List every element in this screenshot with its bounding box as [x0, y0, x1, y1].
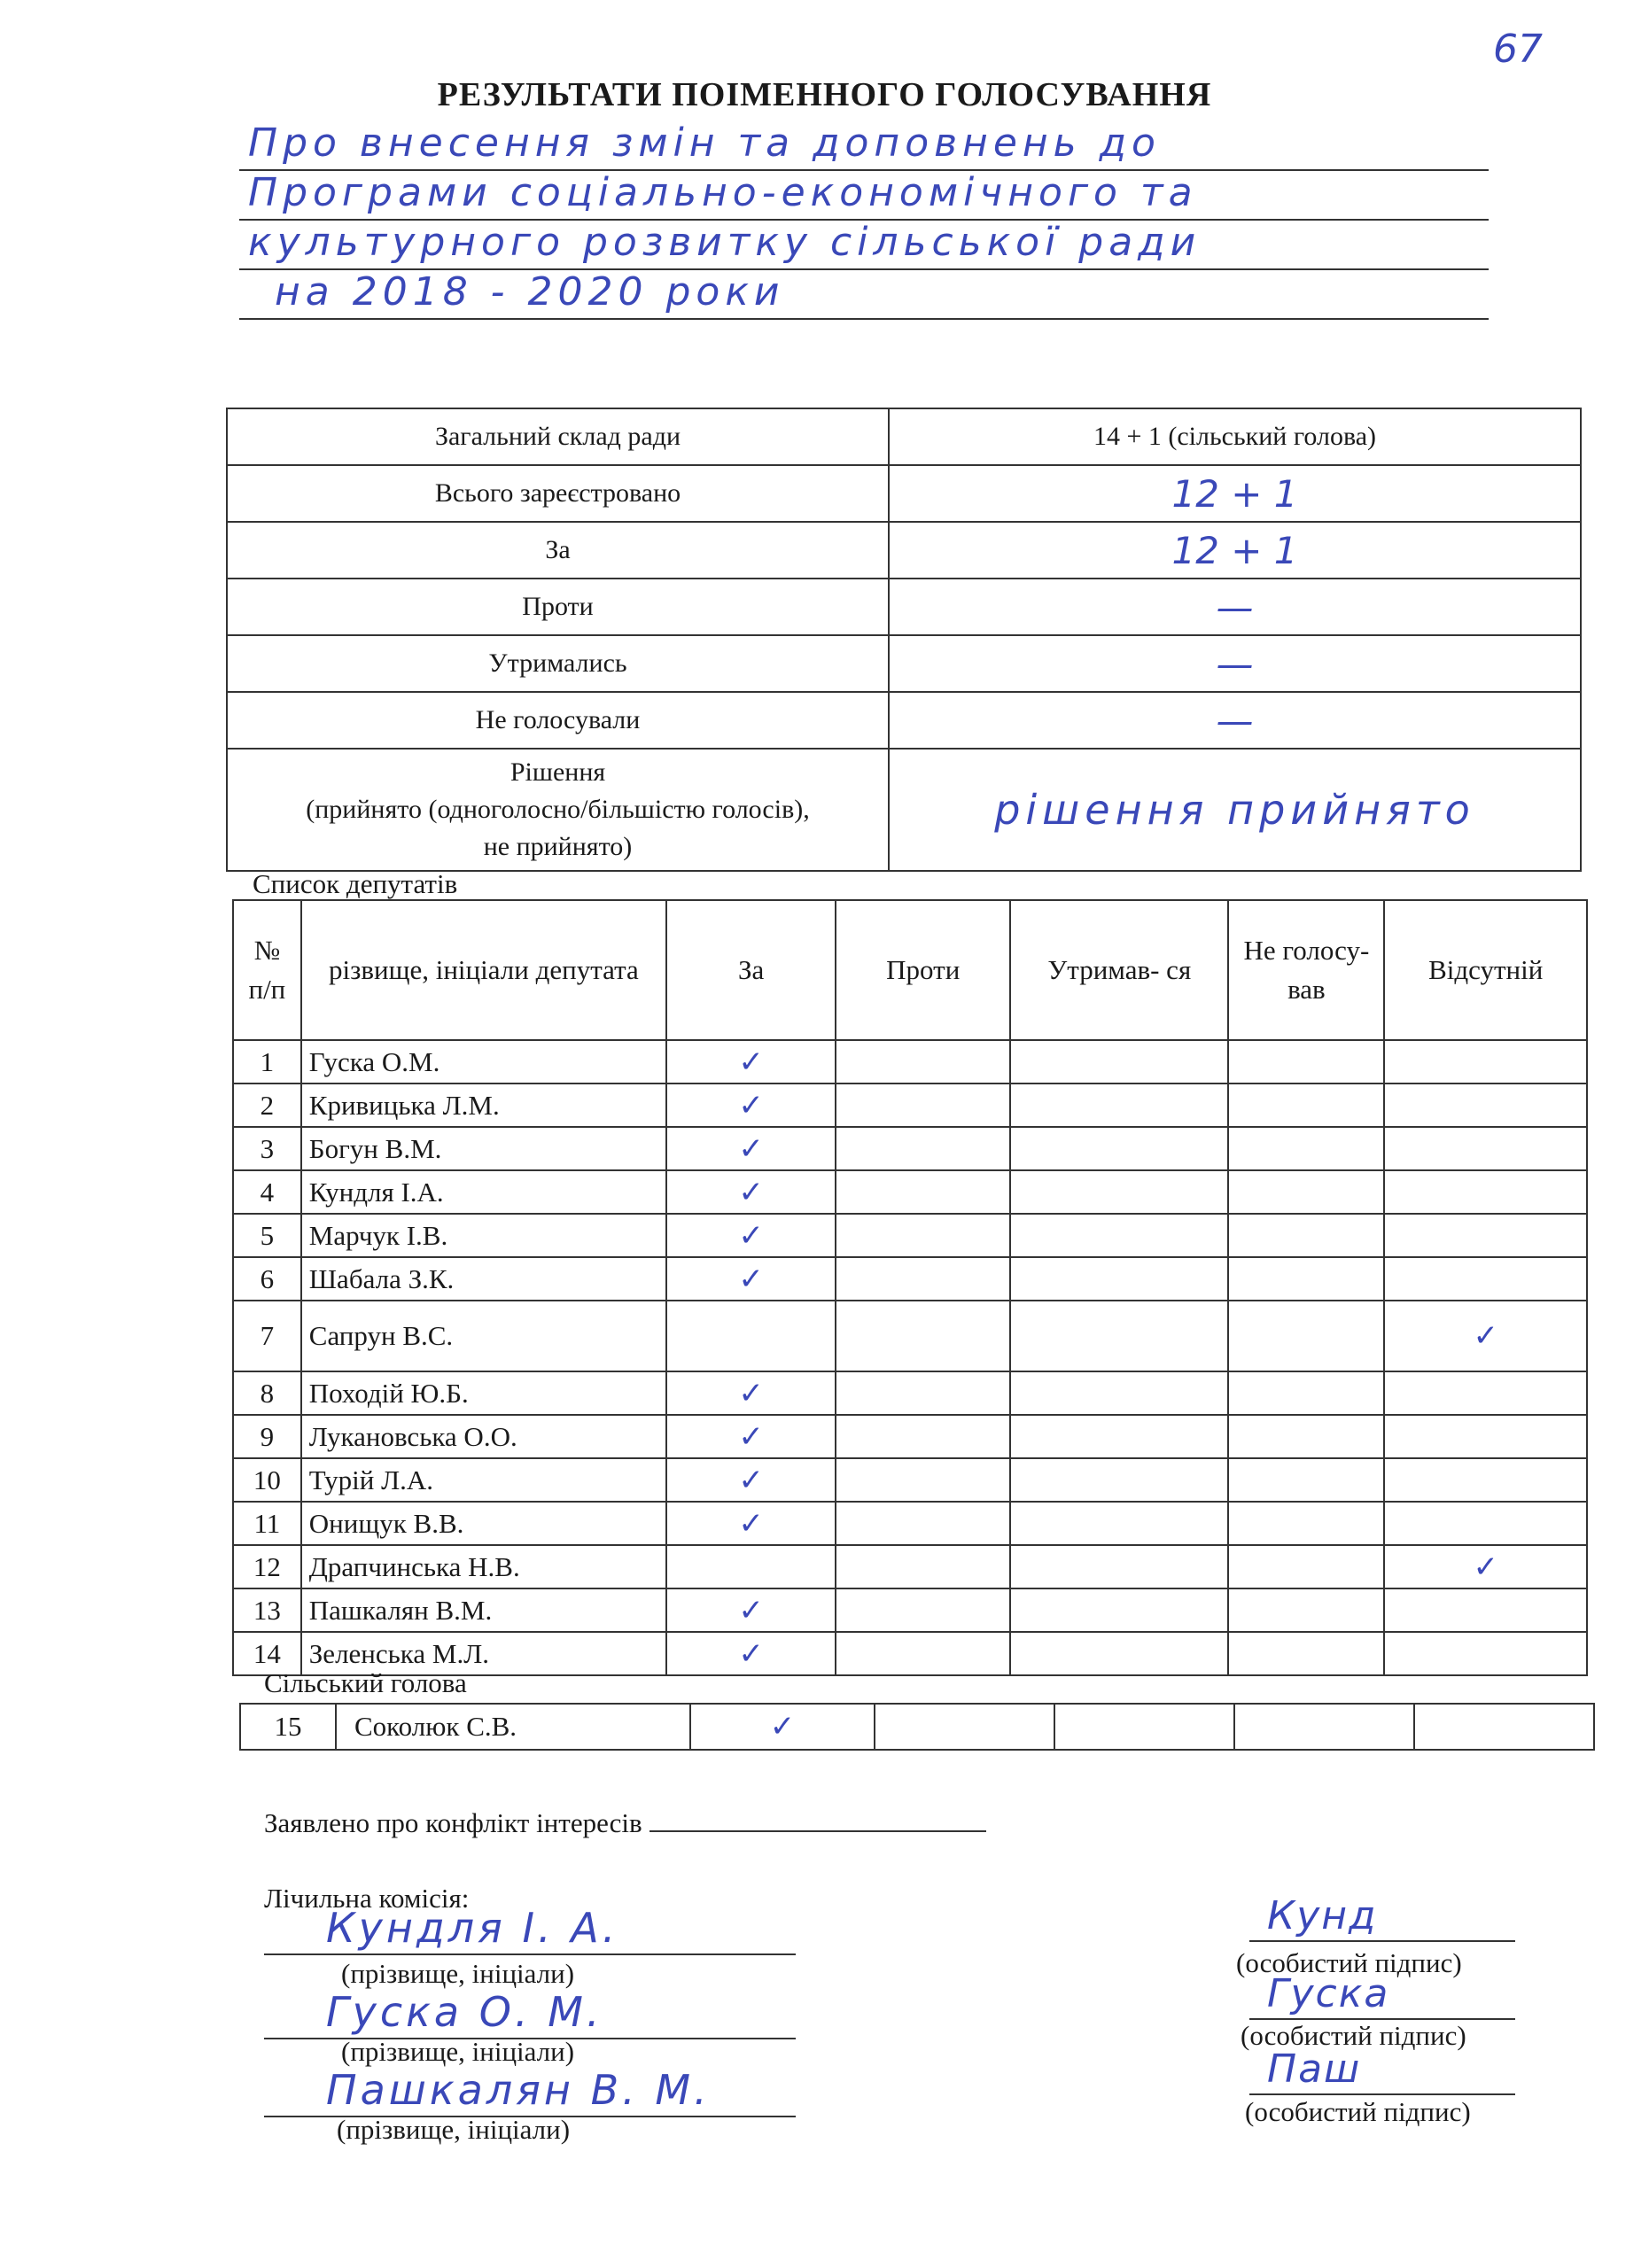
row-number: 4 [233, 1170, 301, 1214]
empty-cell [1414, 1704, 1594, 1750]
deputies-body [233, 1040, 1587, 1675]
vote-vidsutnii-cell [1384, 1084, 1587, 1127]
summary-row [227, 692, 1581, 749]
deputy-name: Кундля І.А. [301, 1170, 666, 1214]
row-number: 9 [233, 1415, 301, 1458]
row-number: 8 [233, 1371, 301, 1415]
table-row [233, 1301, 1587, 1371]
vote-za-cell: ✓ [666, 1040, 836, 1084]
summary-value: — [889, 692, 1581, 749]
summary-row [227, 522, 1581, 579]
decision-label-line: Рішення [509, 757, 606, 787]
vote-utrymavsia-cell [1010, 1458, 1228, 1502]
summary-row [227, 465, 1581, 522]
name-caption: (прізвище, ініціали) [341, 1958, 575, 1989]
deputy-name: Походій Ю.Б. [301, 1371, 666, 1415]
signature-caption: (особистий підпис) [1236, 1947, 1462, 1978]
vote-vidsutnii-cell [1384, 1632, 1587, 1675]
empty-cell [1234, 1704, 1414, 1750]
vote-za-cell: ✓ [666, 1458, 836, 1502]
page-title: РЕЗУЛЬТАТИ ПОІМЕННОГО ГОЛОСУВАННЯ [437, 76, 1212, 113]
vote-utrymavsia-cell [1010, 1257, 1228, 1301]
handwritten-name: Гуска О. М. [326, 1988, 603, 2036]
vote-vidsutnii-cell: ✓ [1384, 1545, 1587, 1588]
deputies-section-label: Список депутатів [253, 868, 458, 899]
vote-ne-holosuvav-cell [1228, 1170, 1384, 1214]
table-row [233, 1257, 1587, 1301]
vote-vidsutnii-cell [1384, 1040, 1587, 1084]
summary-row [227, 635, 1581, 692]
col-utrymavsia: Утримав- ся [1010, 900, 1228, 1040]
vote-vidsutnii-cell [1384, 1588, 1587, 1632]
page-number: 67 [1493, 27, 1543, 72]
vote-vidsutnii-cell [1384, 1458, 1587, 1502]
vote-vidsutnii-cell [1384, 1415, 1587, 1458]
head-section-label: Сільський голова [264, 1667, 467, 1698]
col-num: № п/п [233, 900, 301, 1040]
vote-ne-holosuvav-cell [1228, 1257, 1384, 1301]
summary-value: 14 + 1 (сільський голова) [889, 408, 1581, 465]
vote-vidsutnii-cell [1384, 1214, 1587, 1257]
vote-utrymavsia-cell [1010, 1214, 1228, 1257]
row-number: 2 [233, 1084, 301, 1127]
vote-utrymavsia-cell [1010, 1371, 1228, 1415]
table-row [233, 1415, 1587, 1458]
commission-name-line [264, 1900, 796, 1955]
row-number: 10 [233, 1458, 301, 1502]
vote-za-cell: ✓ [666, 1632, 836, 1675]
handwritten-subject: Програми соціально-економічного та [248, 170, 1198, 215]
commission-name-line [264, 1984, 796, 2039]
vote-proty-cell [836, 1127, 1010, 1170]
row-number: 1 [233, 1040, 301, 1084]
decision-label [227, 749, 889, 871]
deputy-name: Богун В.М. [301, 1127, 666, 1170]
deputy-name: Кривицька Л.М. [301, 1084, 666, 1127]
vote-ne-holosuvav-cell [1228, 1458, 1384, 1502]
vote-za-cell [666, 1545, 836, 1588]
signature-line [1249, 1887, 1515, 1942]
deputy-name: Марчук І.В. [301, 1214, 666, 1257]
decision-label-line: не прийнято) [483, 832, 633, 861]
handwritten-name: Пашкалян В. М. [326, 2066, 711, 2114]
vote-proty-cell [836, 1371, 1010, 1415]
col-name: різвище, ініціали депутата [301, 900, 666, 1040]
subject-line [239, 268, 1489, 320]
vote-za-cell [666, 1301, 836, 1371]
conflict-of-interest [264, 1807, 986, 1839]
row-number: 7 [233, 1301, 301, 1371]
vote-proty-cell [836, 1301, 1010, 1371]
decision-value: рішення прийнято [889, 749, 1581, 871]
summary-row [227, 579, 1581, 635]
commission-name-line [264, 2062, 796, 2117]
row-number: 15 [240, 1704, 336, 1750]
handwritten-subject: на 2018 - 2020 роки [275, 269, 785, 315]
vote-proty-cell [836, 1084, 1010, 1127]
row-number: 5 [233, 1214, 301, 1257]
summary-label: Загальний склад ради [227, 408, 889, 465]
col-vidsutnii: Відсутній [1384, 900, 1587, 1040]
empty-cell [875, 1704, 1054, 1750]
table-row [233, 1458, 1587, 1502]
col-ne-holosuvav: Не голосу- вав [1228, 900, 1384, 1040]
summary-label: Утримались [227, 635, 889, 692]
vote-proty-cell [836, 1458, 1010, 1502]
vote-ne-holosuvav-cell [1228, 1502, 1384, 1545]
vote-proty-cell [836, 1502, 1010, 1545]
signature-line [1249, 2040, 1515, 2095]
vote-utrymavsia-cell [1010, 1127, 1228, 1170]
col-proty: Проти [836, 900, 1010, 1040]
row-number: 14 [233, 1632, 301, 1675]
conflict-blank-line [649, 1830, 986, 1832]
vote-proty-cell [836, 1257, 1010, 1301]
table-row [233, 1170, 1587, 1214]
empty-cell [1054, 1704, 1234, 1750]
signature: Кунд [1267, 1893, 1378, 1938]
row-number: 3 [233, 1127, 301, 1170]
head-table [239, 1703, 1595, 1751]
summary-table [226, 408, 1582, 872]
signature: Паш [1267, 2047, 1362, 2092]
summary-label: Не голосували [227, 692, 889, 749]
vote-ne-holosuvav-cell [1228, 1040, 1384, 1084]
row-number: 11 [233, 1502, 301, 1545]
deputy-name: Зеленська М.Л. [301, 1632, 666, 1675]
deputy-name: Турій Л.А. [301, 1458, 666, 1502]
row-number: 12 [233, 1545, 301, 1588]
summary-value: — [889, 579, 1581, 635]
vote-za-cell: ✓ [666, 1502, 836, 1545]
vote-za-cell: ✓ [666, 1127, 836, 1170]
vote-za-cell: ✓ [666, 1371, 836, 1415]
vote-ne-holosuvav-cell [1228, 1084, 1384, 1127]
vote-utrymavsia-cell [1010, 1415, 1228, 1458]
vote-ne-holosuvav-cell [1228, 1545, 1384, 1588]
deputy-name: Гуска О.М. [301, 1040, 666, 1084]
vote-vidsutnii-cell [1384, 1502, 1587, 1545]
vote-ne-holosuvav-cell [1228, 1588, 1384, 1632]
deputy-name: Шабала З.К. [301, 1257, 666, 1301]
vote-za-cell: ✓ [666, 1415, 836, 1458]
summary-label: Проти [227, 579, 889, 635]
vote-utrymavsia-cell [1010, 1084, 1228, 1127]
summary-value: 12 + 1 [889, 522, 1581, 579]
vote-utrymavsia-cell [1010, 1170, 1228, 1214]
deputy-name: Соколюк С.В. [336, 1704, 690, 1750]
vote-ne-holosuvav-cell [1228, 1127, 1384, 1170]
table-row [233, 1127, 1587, 1170]
vote-vidsutnii-cell [1384, 1127, 1587, 1170]
vote-check-mark: ✓ [690, 1704, 875, 1750]
vote-utrymavsia-cell [1010, 1545, 1228, 1588]
vote-za-cell: ✓ [666, 1214, 836, 1257]
vote-proty-cell [836, 1588, 1010, 1632]
vote-proty-cell [836, 1170, 1010, 1214]
handwritten-name: Кундля І. А. [326, 1904, 619, 1952]
vote-utrymavsia-cell [1010, 1040, 1228, 1084]
subject-line [239, 120, 1489, 171]
vote-utrymavsia-cell [1010, 1502, 1228, 1545]
table-row [240, 1704, 1594, 1750]
vote-proty-cell [836, 1632, 1010, 1675]
deputy-name: Пашкалян В.М. [301, 1588, 666, 1632]
vote-ne-holosuvav-cell [1228, 1301, 1384, 1371]
vote-utrymavsia-cell [1010, 1301, 1228, 1371]
vote-proty-cell [836, 1415, 1010, 1458]
summary-value: 12 + 1 [889, 465, 1581, 522]
vote-za-cell: ✓ [666, 1084, 836, 1127]
summary-label: За [227, 522, 889, 579]
deputy-name: Драпчинська Н.В. [301, 1545, 666, 1588]
subject-line [239, 169, 1489, 221]
vote-utrymavsia-cell [1010, 1588, 1228, 1632]
signature-line [1249, 1965, 1515, 2020]
signature-caption: (особистий підпис) [1245, 2096, 1471, 2127]
deputies-header-row [233, 900, 1587, 1040]
vote-ne-holosuvav-cell [1228, 1632, 1384, 1675]
vote-proty-cell [836, 1040, 1010, 1084]
handwritten-subject: культурного розвитку сільської ради [248, 220, 1202, 265]
vote-vidsutnii-cell [1384, 1257, 1587, 1301]
signature-caption: (особистий підпис) [1241, 2020, 1466, 2051]
deputies-table [232, 899, 1588, 1676]
table-row [233, 1588, 1587, 1632]
vote-utrymavsia-cell [1010, 1632, 1228, 1675]
vote-vidsutnii-cell [1384, 1170, 1587, 1214]
col-za: За [666, 900, 836, 1040]
table-row [233, 1040, 1587, 1084]
vote-vidsutnii-cell [1384, 1371, 1587, 1415]
vote-ne-holosuvav-cell [1228, 1371, 1384, 1415]
vote-za-cell: ✓ [666, 1588, 836, 1632]
deputy-name: Сапрун В.С. [301, 1301, 666, 1371]
summary-label: Всього зареєстровано [227, 465, 889, 522]
deputy-name: Онищук В.В. [301, 1502, 666, 1545]
subject-line [239, 219, 1489, 270]
summary-row-decision [227, 749, 1581, 871]
vote-ne-holosuvav-cell [1228, 1214, 1384, 1257]
summary-value: — [889, 635, 1581, 692]
table-row [233, 1502, 1587, 1545]
name-caption: (прізвище, ініціали) [337, 2114, 571, 2145]
vote-za-cell: ✓ [666, 1170, 836, 1214]
name-caption: (прізвище, ініціали) [341, 2036, 575, 2067]
summary-row [227, 408, 1581, 465]
decision-label-line: (прийнято (одноголосно/більшістю голосів), [306, 795, 810, 824]
table-row [233, 1084, 1587, 1127]
handwritten-subject: Про внесення змін та доповнень до [248, 120, 1161, 166]
vote-za-cell: ✓ [666, 1257, 836, 1301]
commission-label: Лічильна комісія: [264, 1883, 470, 1914]
signature: Гуска [1267, 1971, 1390, 2016]
row-number: 13 [233, 1588, 301, 1632]
vote-vidsutnii-cell: ✓ [1384, 1301, 1587, 1371]
vote-proty-cell [836, 1214, 1010, 1257]
row-number: 6 [233, 1257, 301, 1301]
vote-proty-cell [836, 1545, 1010, 1588]
table-row [233, 1545, 1587, 1588]
table-row [233, 1371, 1587, 1415]
vote-ne-holosuvav-cell [1228, 1415, 1384, 1458]
table-row [233, 1214, 1587, 1257]
conflict-label: Заявлено про конфлікт інтересів [264, 1807, 642, 1838]
deputy-name: Лукановська О.О. [301, 1415, 666, 1458]
